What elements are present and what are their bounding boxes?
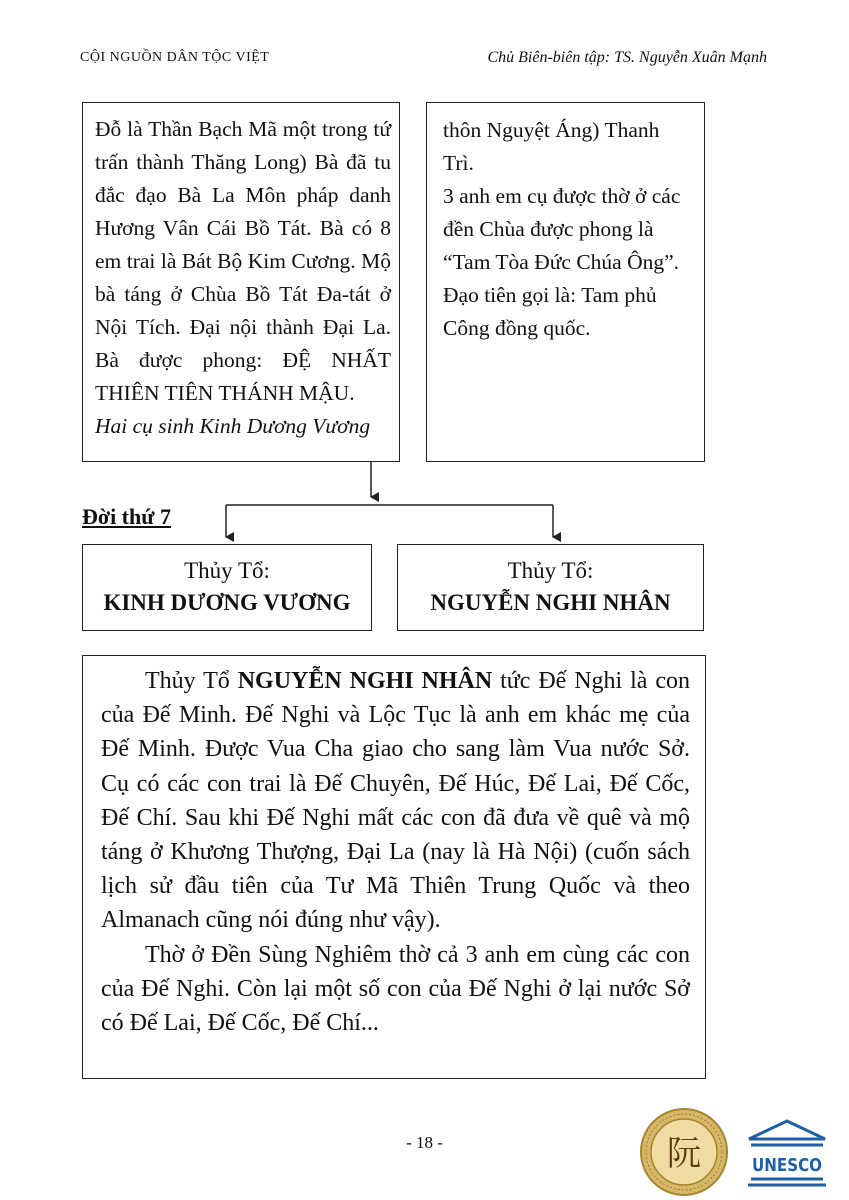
bio-text: tức Đế Nghi là con của Đế Minh. Đế Nghi và Lộc Tục là anh em khác mẹ của Đế Minh. Được Vua Cha giao cho sang làm Vua nước Sở. Cụ có các con trai là Đế Chuyên, Đế Húc, Đế Lai, Đế Cốc, Đế Chí. Sau khi Đế Nghi mất các con đã đưa về quê và mộ táng ở Khương Thượng, Đại La (nay là Hà Nội) (cuốn sách lịch sử đầu tiên của Tư Mã Thiên Trung Quốc và theo Almanach cũng nói đúng như vậy). — [101, 668, 690, 934]
ancestor-note: Hai cụ sinh Kinh Dương Vương — [95, 414, 371, 438]
person-box-left — [82, 544, 372, 631]
family-seal-logo — [639, 1107, 729, 1197]
person-title: Thủy Tổ: — [507, 558, 594, 583]
biography-box — [82, 655, 706, 1079]
page-number: - 18 - — [406, 1133, 443, 1152]
generation-heading: Đời thứ 7 — [82, 504, 171, 529]
ancestor-description-box — [82, 102, 400, 462]
person-box-right — [397, 544, 704, 631]
siblings-description-box — [426, 102, 705, 462]
seal-character: 阮 — [667, 1134, 701, 1174]
bio-prefix: Thủy Tổ — [145, 668, 238, 694]
biography-paragraph-1 — [101, 664, 690, 938]
person-name: NGUYỄN NGHI NHÂN — [430, 590, 671, 615]
header-title: CỘI NGUỒN DÂN TỘC VIỆT — [80, 50, 270, 65]
unesco-logo — [747, 1119, 827, 1187]
biography-paragraph-2: Thờ ở Đền Sùng Nghiêm thờ cả 3 anh em cùng các con của Đế Nghi. Còn lại một số con của Đế Nghi ở lại nước Sở có Đế Lai, Đế Cốc, Đế Chí... — [101, 941, 690, 1037]
bio-name: NGUYỄN NGHI NHÂN — [237, 668, 493, 694]
siblings-worship: 3 anh em cụ được thờ ở các đền Chùa được phong là “Tam Tòa Đức Chúa Ông”. Đạo tiên gọi là: Tam phủ Công đồng quốc. — [443, 184, 681, 340]
ancestor-description: Đỗ là Thần Bạch Mã một trong tứ trấn thành Thăng Long) Bà đã tu đắc đạo Bà La Môn pháp danh Hương Vân Cái Bồ Tát. Bà có 8 em trai là Bát Bộ Kim Cương. Mộ bà táng ở Chùa Bồ Tát Đa-tát ở Nội Tích. Đại nội thành Đại La. Bà được phong: ĐỆ NHẤT THIÊN TIÊN THÁNH MẬU. — [95, 117, 391, 405]
person-title: Thủy Tổ: — [184, 558, 270, 583]
unesco-text: UNESCO — [752, 1155, 822, 1176]
header-editor: Chủ Biên-biên tập: TS. Nguyễn Xuân Mạnh — [487, 49, 767, 66]
person-name: KINH DƯƠNG VƯƠNG — [103, 590, 351, 615]
siblings-location: thôn Nguyệt Áng) Thanh Trì. — [443, 118, 660, 175]
